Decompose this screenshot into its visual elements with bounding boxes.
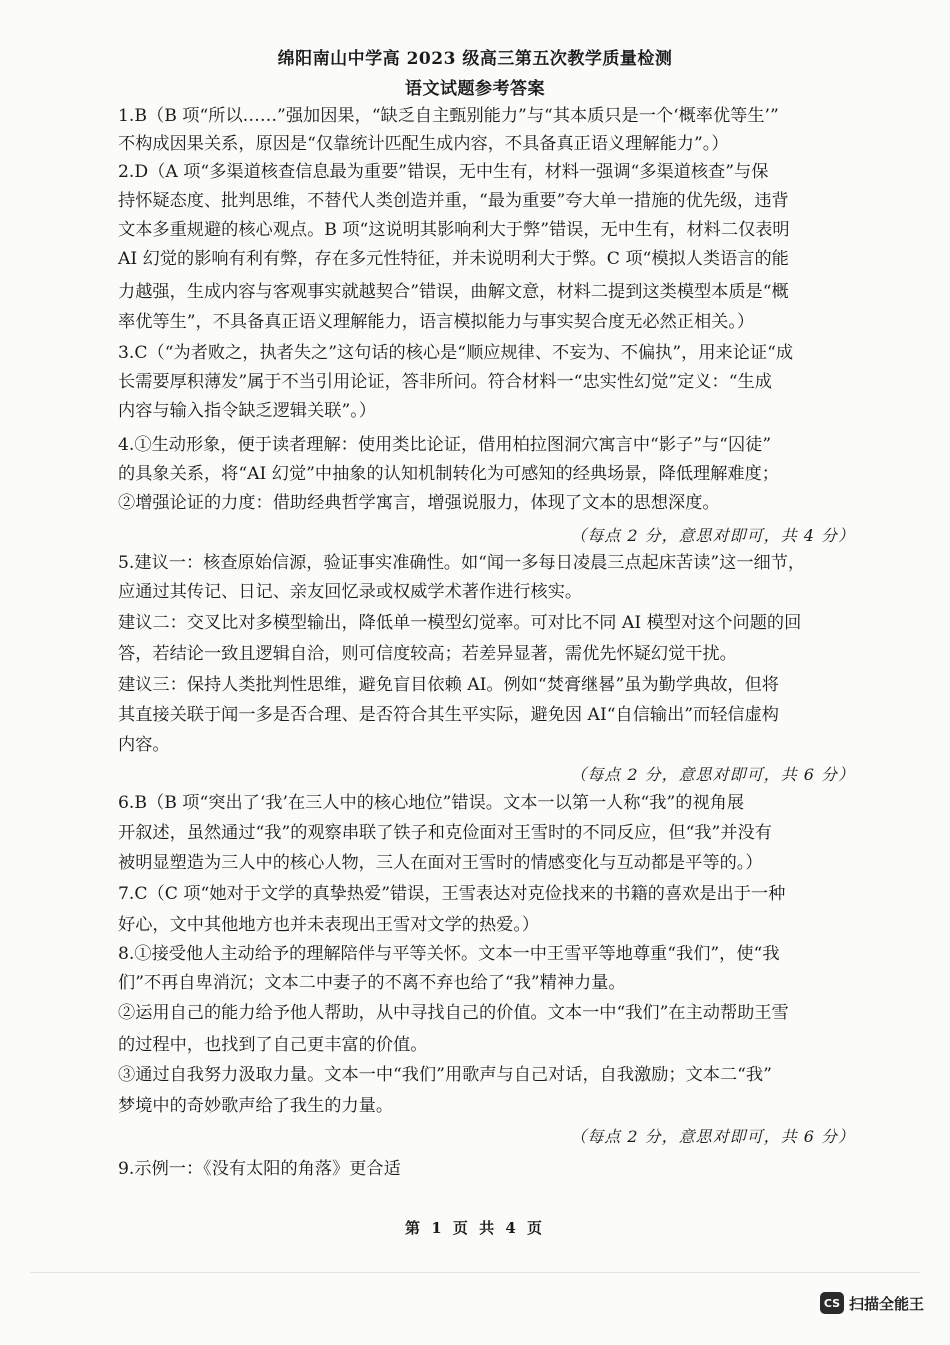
- answer-line: 文本多重规避的核心观点。B 项“这说明其影响利大于弊”错误，无中生有，材料二仅表明: [118, 220, 790, 240]
- exam-title: 绵阳南山中学高 2023 级高三第五次教学质量检测: [277, 49, 673, 69]
- answer-line: 好心，文中其他地方也并未表现出王雪对文学的热爱。）: [118, 915, 540, 935]
- answer-line: 1.B（B 项“所以……”强加因果，“缺乏自主甄别能力”与“其本质只是一个‘概率优等生’”: [118, 106, 779, 126]
- answer-line: 8.①接受他人主动给予的理解陪伴与平等关怀。文本一中王雪平等地尊重“我们”，使“我: [118, 944, 780, 964]
- answer-line: 内容。: [118, 735, 170, 755]
- score-note: （每点 2 分，意思对即可，共 6 分）: [570, 1127, 855, 1146]
- document-subtitle: 语文试题参考答案: [405, 79, 545, 99]
- scanner-brand-name: 扫描全能王: [849, 1294, 925, 1313]
- answer-line: 答，若结论一致且逻辑自洽，则可信度较高；若差异显著，需优先怀疑幻觉干扰。: [118, 644, 737, 664]
- answer-line: 建议三：保持人类批判性思维，避免盲目依赖 AI。例如“焚膏继晷”虽为勤学典故，但将: [118, 675, 779, 695]
- answer-line: 力越强，生成内容与客观事实就越契合”错误，曲解文意，材料二提到这类模型本质是“概: [118, 282, 789, 302]
- answer-line: 6.B（B 项“突出了‘我’在三人中的核心地位”错误。文本一以第一人称“我”的视角展: [118, 793, 745, 813]
- answer-line: 4.①生动形象，便于读者理解：使用类比论证，借用柏拉图洞穴寓言中“影子”与“囚徒”: [118, 435, 772, 455]
- answer-line: 9.示例一：《没有太阳的角落》更合适: [118, 1159, 401, 1179]
- camscanner-logo-icon: CS: [820, 1292, 844, 1314]
- answer-line: 3.C（“为者败之，执者失之”这句话的核心是“顺应规律、不妄为、不偏执”，用来论证“成: [118, 343, 794, 363]
- answer-line: 5.建议一：核查原始信源，验证事实准确性。如“闻一多每日凌晨三点起床苦读”这一细节，: [118, 553, 806, 573]
- answer-line: ③通过自我努力汲取力量。文本一中“我们”用歌声与自己对话，自我激励；文本二“我”: [118, 1065, 772, 1085]
- answer-line: AI 幻觉的影响有利有弊，存在多元性特征，并未说明利大于弊。C 项“模拟人类语言的能: [118, 249, 789, 269]
- answer-line: 的过程中，也找到了自己更丰富的价值。: [118, 1035, 428, 1055]
- score-note: （每点 2 分，意思对即可，共 6 分）: [570, 765, 855, 784]
- answer-line: 不构成因果关系，原因是“仅靠统计匹配生成内容，不具备真正语义理解能力”。）: [118, 134, 729, 154]
- answer-line: 率优等生”，不具备真正语义理解能力，语言模拟能力与事实契合度无必然正相关。）: [118, 312, 755, 332]
- answer-line: 7.C（C 项“她对于文学的真挚热爱”错误，王雪表达对克俭找来的书籍的喜欢是出于一种: [118, 884, 786, 904]
- answer-line: 内容与输入指令缺乏逻辑关联”。）: [118, 401, 377, 421]
- answer-line: 们”不再自卑消沉；文本二中妻子的不离不弃也给了“我”精神力量。: [118, 973, 626, 993]
- answer-line: 2.D（A 项“多渠道核查信息最为重要”错误，无中生有，材料一强调“多渠道核查”与保: [118, 162, 769, 182]
- answer-line: 持怀疑态度、批判思维，不替代人类创造并重，“最为重要”夸大单一措施的优先级，违背: [118, 191, 789, 211]
- score-note: （每点 2 分，意思对即可，共 4 分）: [570, 526, 855, 545]
- answer-line: 的具象关系，将“AI 幻觉”中抽象的认知机制转化为可感知的经典场景，降低理解难度；: [118, 464, 779, 484]
- answer-line: 其直接关联于闻一多是否合理、是否符合其生平实际，避免因 AI“自信输出”而轻信虚构: [118, 705, 779, 725]
- answer-line: 建议二：交叉比对多模型输出，降低单一模型幻觉率。可对比不同 AI 模型对这个问题的回: [118, 613, 802, 633]
- scanner-watermark: [820, 1290, 924, 1316]
- answer-line: 梦境中的奇妙歌声给了我生的力量。: [118, 1096, 394, 1116]
- answer-line: ②运用自己的能力给予他人帮助，从中寻找自己的价值。文本一中“我们”在主动帮助王雪: [118, 1003, 789, 1023]
- answer-line: 应通过其传记、日记、亲友回忆录或权威学术著作进行核实。: [118, 582, 583, 602]
- page-number: 第 1 页 共 4 页: [405, 1219, 545, 1237]
- answer-line: 开叙述，虽然通过“我”的观察串联了铁子和克俭面对王雪时的不同反应，但“我”并没有: [118, 823, 772, 843]
- answer-line: 长需要厚积薄发”属于不当引用论证，答非所问。符合材料一“忠实性幻觉”定义：“生成: [118, 372, 772, 392]
- answer-line: 被明显塑造为三人中的核心人物，三人在面对王雪时的情感变化与互动都是平等的。）: [118, 853, 763, 873]
- answer-line: ②增强论证的力度：借助经典哲学寓言，增强说服力，体现了文本的思想深度。: [118, 493, 720, 513]
- scan-edge-divider: [30, 1272, 920, 1273]
